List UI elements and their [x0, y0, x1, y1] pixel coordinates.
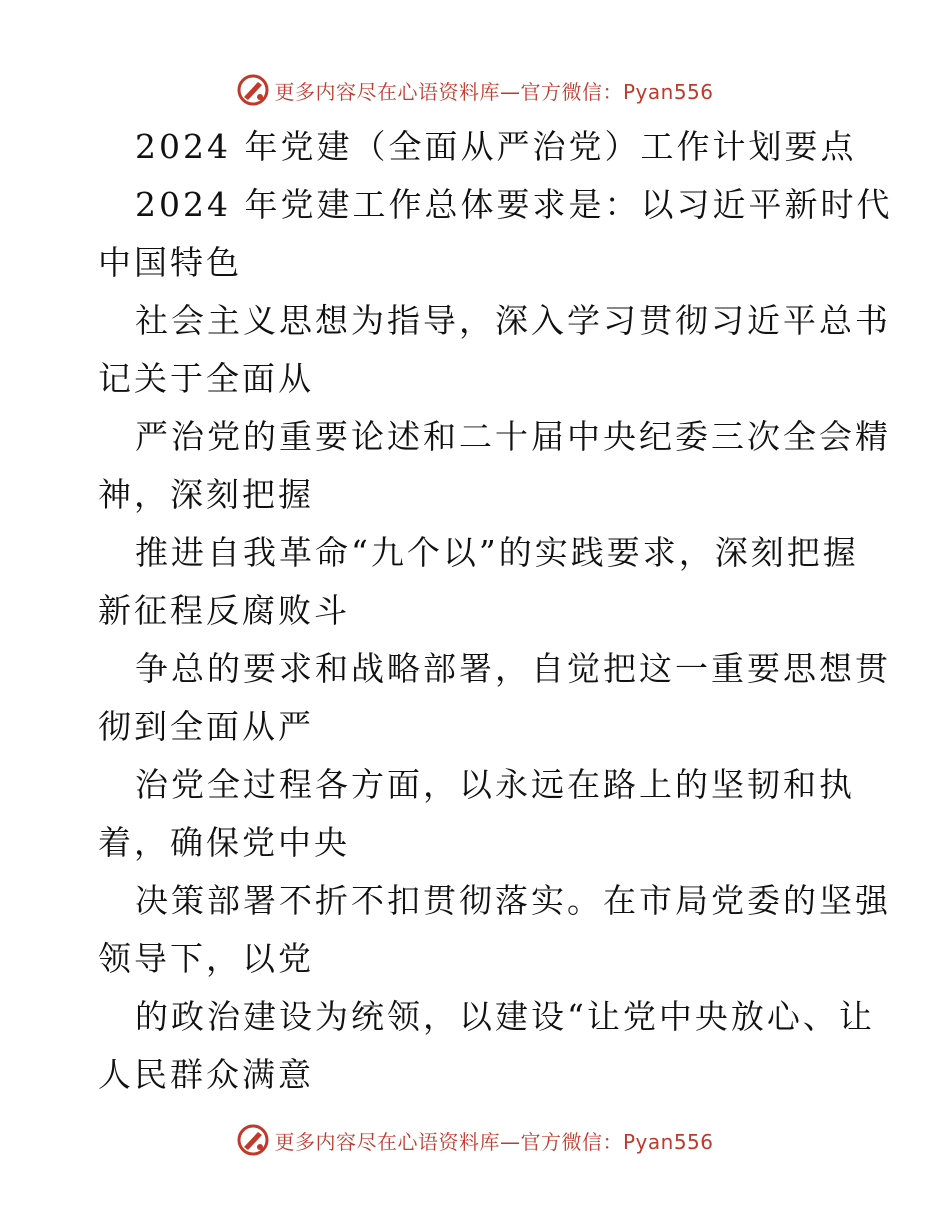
pen-logo-icon	[236, 1123, 270, 1157]
watermark-text: 更多内容尽在心语资料库—官方微信：Pyan556	[274, 79, 714, 104]
document-line: 领导下，以党	[98, 939, 314, 978]
document-line: 人民群众满意	[98, 1055, 314, 1094]
document-line: 着，确保党中央	[98, 823, 350, 862]
footer-watermark	[0, 1120, 950, 1160]
document-line: 中国特色	[98, 243, 242, 282]
document-line: 推进自我革命“九个以”的实践要求，深刻把握	[135, 533, 859, 572]
document-line: 2024 年党建（全面从严治党）工作计划要点	[135, 127, 857, 166]
document-line: 神，深刻把握	[98, 475, 314, 514]
document-line: 社会主义思想为指导，深入学习贯彻习近平总书	[135, 301, 891, 340]
document-line: 新征程反腐败斗	[98, 591, 350, 630]
document-line: 记关于全面从	[98, 359, 314, 398]
document-body	[98, 118, 893, 1104]
watermark-text: 更多内容尽在心语资料库—官方微信：Pyan556	[274, 1129, 714, 1154]
document-line: 严治党的重要论述和二十届中央纪委三次全会精	[135, 417, 891, 456]
document-line: 彻到全面从严	[98, 707, 314, 746]
pen-logo-icon	[236, 73, 270, 107]
document-line: 的政治建设为统领，以建设“让党中央放心、让	[135, 997, 875, 1036]
document-line: 决策部署不折不扣贯彻落实。在市局党委的坚强	[135, 881, 891, 920]
document-line: 治党全过程各方面，以永远在路上的坚韧和执	[135, 765, 855, 804]
document-line: 争总的要求和战略部署，自觉把这一重要思想贯	[135, 649, 891, 688]
document-line: 2024 年党建工作总体要求是：以习近平新时代	[135, 185, 893, 224]
header-watermark	[0, 70, 950, 110]
